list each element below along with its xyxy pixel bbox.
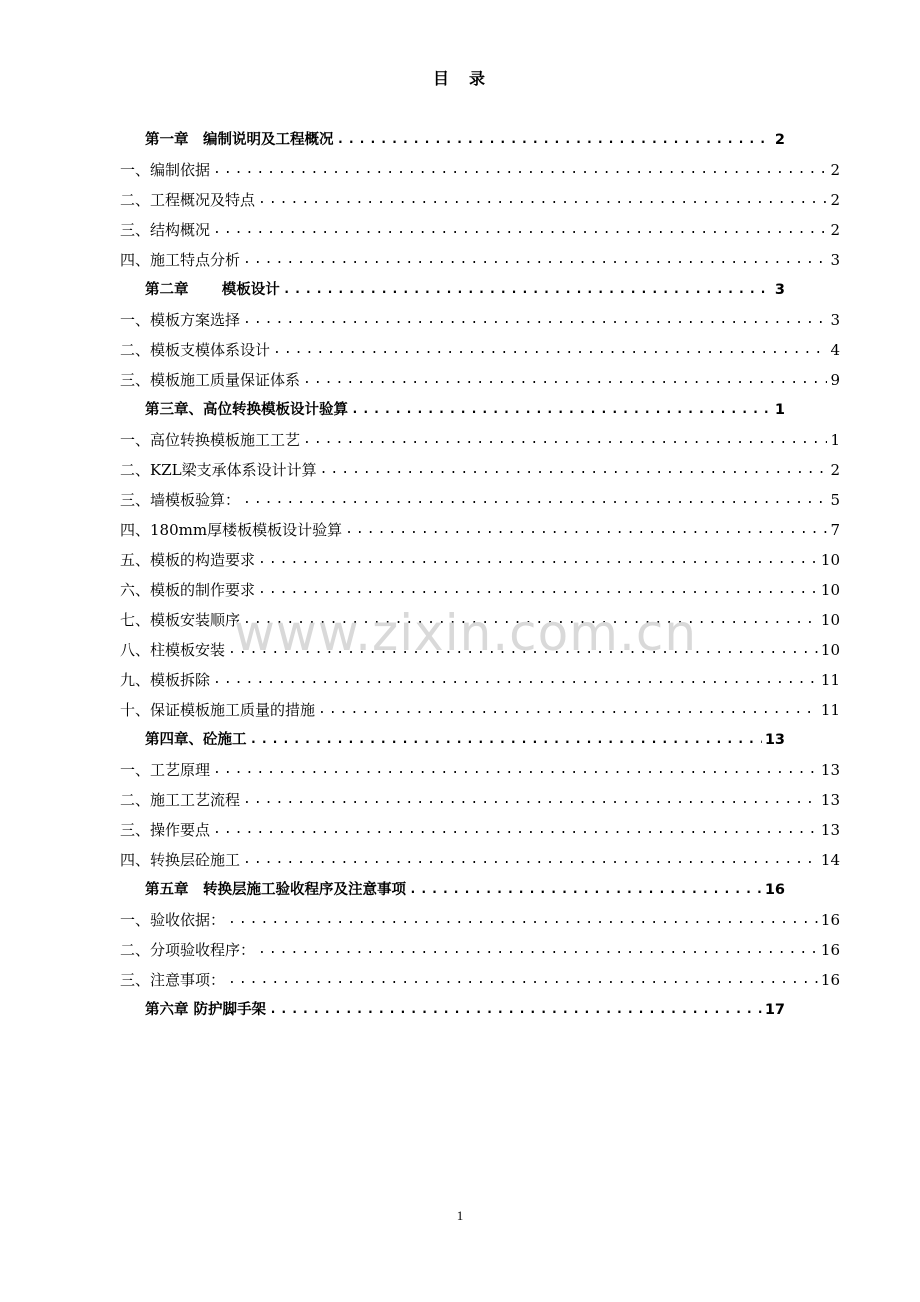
toc-entry-label: 第三章、高位转换模板设计验算 xyxy=(145,402,348,418)
toc-dot-leader xyxy=(258,580,818,600)
toc-entry-label: 三、注意事项： xyxy=(120,971,226,989)
toc-section-entry[interactable] xyxy=(120,904,840,930)
toc-dot-leader xyxy=(337,130,772,150)
toc-dot-leader xyxy=(243,490,827,510)
toc-page-number: 2 xyxy=(830,161,840,179)
toc-page-number: 4 xyxy=(830,341,840,359)
toc-section-entry[interactable] xyxy=(120,784,840,810)
toc-page-number: 11 xyxy=(820,701,840,719)
toc-page-number: 14 xyxy=(820,851,840,869)
toc-page-number: 16 xyxy=(820,971,840,989)
toc-dot-leader xyxy=(228,640,818,660)
toc-dot-leader xyxy=(243,850,818,870)
toc-chapter-entry[interactable] xyxy=(145,724,785,750)
toc-page-number: 16 xyxy=(820,941,840,959)
toc-section-entry[interactable] xyxy=(120,964,840,990)
toc-section-entry[interactable] xyxy=(120,214,840,240)
toc-page-number: 7 xyxy=(830,521,840,539)
toc-page-number: 5 xyxy=(830,491,840,509)
toc-dot-leader xyxy=(213,220,827,240)
toc-section-entry[interactable] xyxy=(120,154,840,180)
toc-section-entry[interactable] xyxy=(120,664,840,690)
toc-page-number: 9 xyxy=(830,371,840,389)
toc-entry-label: 二、分项验收程序： xyxy=(120,941,256,959)
toc-page-number: 2 xyxy=(774,132,785,148)
toc-title: 目 录 xyxy=(432,69,487,88)
toc-page-number: 16 xyxy=(764,882,785,898)
toc-dot-leader xyxy=(243,790,818,810)
toc-dot-leader xyxy=(250,730,762,750)
toc-entry-label: 第六章 防护脚手架 xyxy=(145,1002,267,1018)
toc-dot-leader xyxy=(258,190,827,210)
toc-page-number: 11 xyxy=(820,671,840,689)
toc-entry-label: 四、180mm厚楼板模板设计验算 xyxy=(120,521,343,539)
toc-page-number: 3 xyxy=(774,282,785,298)
toc-section-entry[interactable] xyxy=(120,814,840,840)
toc-section-entry[interactable] xyxy=(120,844,840,870)
toc-dot-leader xyxy=(243,310,827,330)
toc-page-number: 13 xyxy=(820,821,840,839)
toc-entry-label: 三、墙模板验算： xyxy=(120,491,241,509)
toc-section-entry[interactable] xyxy=(120,454,840,480)
toc-entry-label: 九、模板拆除 xyxy=(120,671,211,689)
toc-dot-leader xyxy=(258,940,818,960)
toc-entry-label: 三、模板施工质量保证体系 xyxy=(120,371,301,389)
toc-dot-leader xyxy=(213,670,818,690)
toc-entry-label: 二、模板支模体系设计 xyxy=(120,341,271,359)
toc-dot-leader xyxy=(269,1000,762,1020)
toc-section-entry[interactable] xyxy=(120,754,840,780)
toc-entry-label: 一、验收依据： xyxy=(120,911,226,929)
toc-entry-label: 第五章 转换层施工验收程序及注意事项 xyxy=(145,882,406,898)
toc-entry-label: 第一章 编制说明及工程概况 xyxy=(145,132,334,148)
toc-dot-leader xyxy=(228,970,818,990)
toc-page-number: 13 xyxy=(820,761,840,779)
toc-entry-label: 二、施工工艺流程 xyxy=(120,791,241,809)
toc-page-number: 10 xyxy=(820,641,840,659)
toc-dot-leader xyxy=(273,340,827,360)
toc-page-number: 10 xyxy=(820,581,840,599)
watermark: www.zixin.com.cn xyxy=(234,604,698,662)
toc-page-number: 1 xyxy=(830,431,840,449)
toc-page-number: 2 xyxy=(830,461,840,479)
toc-section-entry[interactable] xyxy=(120,604,840,630)
toc-chapter-entry[interactable] xyxy=(145,994,785,1020)
toc-section-entry[interactable] xyxy=(120,244,840,270)
toc-entry-label: 一、工艺原理 xyxy=(120,761,211,779)
toc-entry-label: 第二章 xyxy=(145,282,189,298)
toc-page-number: 3 xyxy=(830,311,840,329)
toc-entry-label: 三、操作要点 xyxy=(120,821,211,839)
toc-entry-label-secondary: 模板设计 xyxy=(221,282,280,298)
toc-dot-leader xyxy=(213,760,818,780)
toc-entry-label: 十、保证模板施工质量的措施 xyxy=(120,701,316,719)
toc-dot-leader xyxy=(303,430,827,450)
toc-entry-label: 四、施工特点分析 xyxy=(120,251,241,269)
toc-page-number: 13 xyxy=(764,732,785,748)
toc-entry-label: 五、模板的构造要求 xyxy=(120,551,256,569)
toc-section-entry[interactable] xyxy=(120,484,840,510)
page-number: 1 xyxy=(456,1208,464,1223)
toc-section-entry[interactable] xyxy=(120,184,840,210)
toc-section-entry[interactable] xyxy=(120,514,840,540)
toc-entry-label: 一、模板方案选择 xyxy=(120,311,241,329)
toc-dot-leader xyxy=(243,610,818,630)
toc-entry-label: 七、模板安装顺序 xyxy=(120,611,241,629)
toc-dot-leader xyxy=(213,820,818,840)
toc-page-number: 16 xyxy=(820,911,840,929)
toc-chapter-entry[interactable] xyxy=(145,124,785,150)
toc-chapter-entry[interactable] xyxy=(145,394,785,420)
toc-dot-leader xyxy=(258,550,818,570)
toc-page-number: 1 xyxy=(774,402,785,418)
toc-dot-leader xyxy=(243,250,827,270)
toc-section-entry[interactable] xyxy=(120,934,840,960)
toc-section-entry[interactable] xyxy=(120,304,840,330)
toc-entry-label: 第四章、砼施工 xyxy=(145,732,247,748)
toc-entry-label: 二、工程概况及特点 xyxy=(120,191,256,209)
toc-section-entry[interactable] xyxy=(120,334,840,360)
toc-page-number: 17 xyxy=(764,1002,785,1018)
toc-section-entry[interactable] xyxy=(120,424,840,450)
toc-page-number: 10 xyxy=(820,551,840,569)
toc-entry-label: 二、KZL梁支承体系设计计算 xyxy=(120,461,317,479)
toc-dot-leader xyxy=(351,400,772,420)
toc-entry-label: 三、结构概况 xyxy=(120,221,211,239)
toc-section-entry[interactable] xyxy=(120,364,840,390)
toc-page-number: 13 xyxy=(820,791,840,809)
toc-section-entry[interactable] xyxy=(120,544,840,570)
toc-page-number: 3 xyxy=(830,251,840,269)
toc-page-number: 2 xyxy=(830,191,840,209)
toc-dot-leader xyxy=(213,160,827,180)
toc-dot-leader xyxy=(283,280,772,300)
toc-chapter-entry[interactable] xyxy=(145,274,785,300)
toc-section-entry[interactable] xyxy=(120,574,840,600)
toc-chapter-entry[interactable] xyxy=(145,874,785,900)
toc-entry-label: 八、柱模板安装 xyxy=(120,641,226,659)
toc-dot-leader xyxy=(345,520,827,540)
toc-dot-leader xyxy=(409,880,762,900)
toc-dot-leader xyxy=(318,700,818,720)
toc-section-entry[interactable] xyxy=(120,634,840,660)
toc-dot-leader xyxy=(228,910,818,930)
toc-entry-label: 四、转换层砼施工 xyxy=(120,851,241,869)
toc-dot-leader xyxy=(303,370,827,390)
toc-entry-label: 一、编制依据 xyxy=(120,161,211,179)
toc-page-number: 10 xyxy=(820,611,840,629)
toc-entry-label: 六、模板的制作要求 xyxy=(120,581,256,599)
toc-entry-label: 一、高位转换模板施工工艺 xyxy=(120,431,301,449)
toc-page-number: 2 xyxy=(830,221,840,239)
toc-dot-leader xyxy=(320,460,828,480)
toc-section-entry[interactable] xyxy=(120,694,840,720)
